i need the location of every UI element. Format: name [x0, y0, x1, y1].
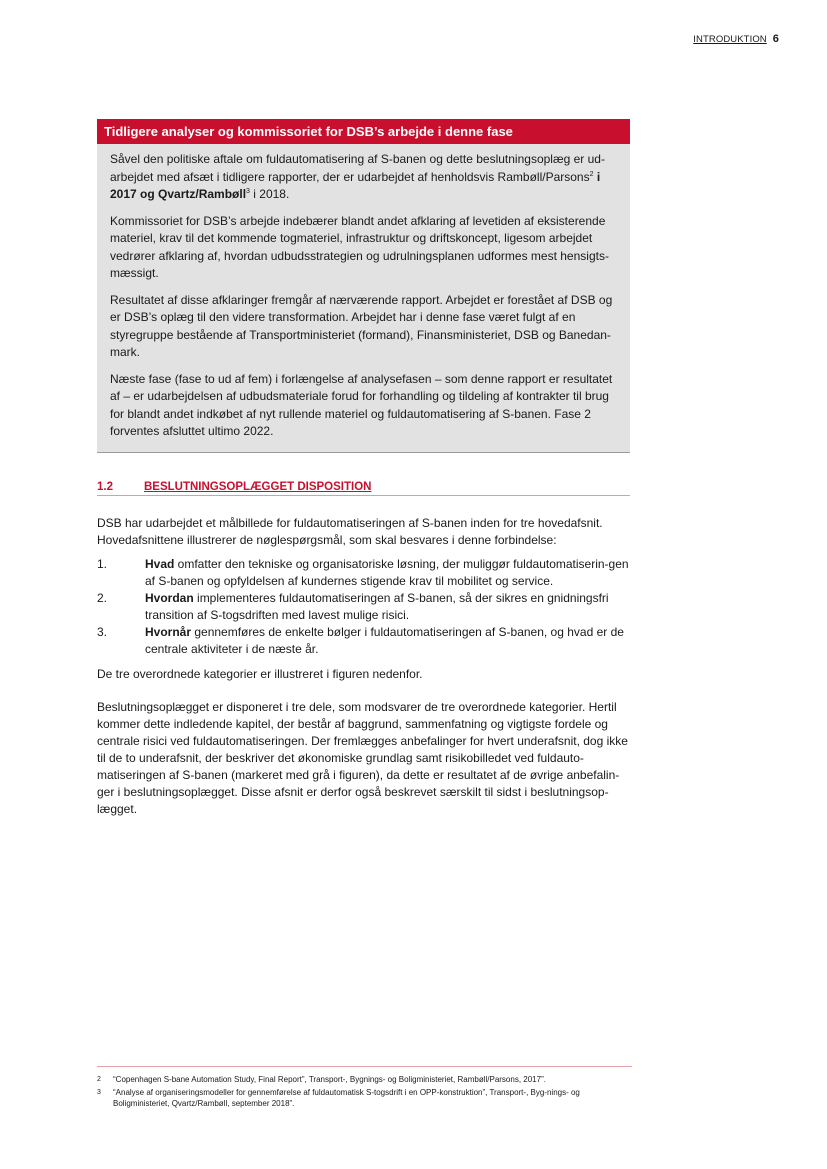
footnote-ref[interactable]: 3: [246, 188, 250, 195]
list-item: [97, 556, 632, 590]
list-item: [97, 590, 632, 624]
footnote: [97, 1087, 632, 1109]
list-number: 2.: [97, 591, 108, 605]
info-box-paragraph: Kommissoriet for DSB’s arbejde indebærer blandt andet afklaring af levetiden af eksisterende materiel, krav til det kommende togmateriel, infrastruktur og driftskoncept, ligesom arbejdet vedrører afklaring af, hvordan udbudsstrategien og udrulningsplanen udformes mest hensigts-mæssigt.: [110, 213, 609, 280]
section-number: 1.2: [97, 481, 113, 493]
info-box-paragraph: [110, 151, 618, 204]
list-item: [97, 624, 632, 658]
section-title: BESLUTNINGSOPLÆGGET DISPOSITION: [144, 481, 372, 493]
list-term: Hvornår: [145, 625, 192, 639]
footnotes: [97, 1066, 632, 1111]
info-box-paragraph: Næste fase (fase to ud af fem) i forlængelse af analysefasen – som denne rapport er resultatet af – er udarbejdelsen af udbudsmateriale forud for forhandling og tildeling af kontrakter til brug for blandt andet indkøbet af nyt rullende materiel og fuldautomatisering af S-banen. Fase 2 forventes afsluttet ultimo 2022.: [110, 371, 613, 438]
info-box-text: Såvel den politiske aftale om fuldautomatisering af S-banen og dette beslutningsoplæg er ud-arbejdet med afsæt i tidligere rapporter, der er udarbejdet af henholdsvis Rambøll/Parsons: [110, 152, 605, 184]
list-text: omfatter den tekniske og organisatoriske løsning, der muliggør fuldautomatiserin-gen af S-banen og opfyldelsen af kundernes stigende krav til mobilitet og service.: [145, 557, 629, 588]
list-term: Hvordan: [145, 591, 194, 605]
list-text: implementeres fuldautomatiseringen af S-banen, så der sikres en gnidningsfri transition af S-togsdriften med lavest mulige risici.: [145, 591, 609, 622]
info-box-text: i 2017 og Qvartz/Rambøll: [110, 169, 601, 201]
info-box-title: Tidligere analyser og kommissoriet for DSB’s arbejde i denne fase: [97, 119, 630, 144]
info-box-paragraph: Resultatet af disse afklaringer fremgår af nærværende rapport. Arbejdet er forestået af DSB og er DSB’s oplæg til den videre transformation. Arbejdet har i denne fase været fulgt af en styregruppe bestående af Transportministeriet (formand), Finansministeriet, DSB og Banedan-mark.: [110, 292, 613, 359]
list-text: gennemføres de enkelte bølger i fuldautomatiseringen af S-banen, og hvad er de centrale aktiviteter i de næste år.: [145, 625, 624, 656]
list-number: 3.: [97, 625, 108, 639]
info-box: [97, 119, 630, 453]
section-heading: [97, 481, 630, 496]
list-number: 1.: [97, 557, 108, 571]
info-box-body: [97, 144, 630, 452]
intro-paragraph: DSB har udarbejdet et målbillede for fuldautomatiseringen af S-banen inden for tre hovedafsnit. Hovedafsnittene illustrerer de nøglespørgsmål, som skal besvares i denne forbindelse:: [97, 516, 603, 547]
info-box-text: i 2018.: [249, 187, 290, 201]
footnote-number: 3: [97, 1089, 101, 1096]
footnote: [97, 1074, 632, 1085]
list-term: Hvad: [145, 557, 175, 571]
page-header: [693, 33, 779, 45]
page-number: 6: [772, 33, 779, 45]
header-section-label: INTRODUKTION: [693, 34, 767, 45]
main-content: [97, 515, 632, 818]
footnote-ref[interactable]: 2: [589, 170, 594, 178]
footnote-text: “Copenhagen S-bane Automation Study, Final Report”, Transport-, Bygnings- og Boligministeriet, Rambøll/Parsons, 2017”.: [113, 1075, 546, 1084]
footnote-number: 2: [97, 1076, 101, 1083]
footnote-text: “Analyse af organiseringsmodeller for gennemførelse af fuldautomatisk S-togsdrift i en OPP-konstruktion”, Transport-, Byg-nings- og Boligministeriet, Qvartz/Rambøll, september 2018”.: [113, 1088, 580, 1108]
figure-reference-paragraph: De tre overordnede kategorier er illustreret i figuren nedenfor.: [97, 667, 423, 681]
numbered-list: [97, 556, 632, 658]
closing-paragraph: Beslutningsoplægget er disponeret i tre dele, som modsvarer de tre overordnede kategorier. Hertil kommer dette indledende kapitel, der består af baggrund, sammenfatning og vigtigste fordele og centrale risici ved fuldautomatiseringen. Der fremlægges anbefalinger for hvert underafsnit, dog ikke til de to underafsnit, der beskriver det økonomiske grundlag samt risikobilledet ved fuldauto-matiseringen af S-banen (markeret med grå i figuren), da dette er resultatet af de øvrige anbefalin-ger i beslutningsoplægget. Disse afsnit er derfor også beskrevet særskilt til sidst i beslutningsop-lægget.: [97, 700, 628, 816]
